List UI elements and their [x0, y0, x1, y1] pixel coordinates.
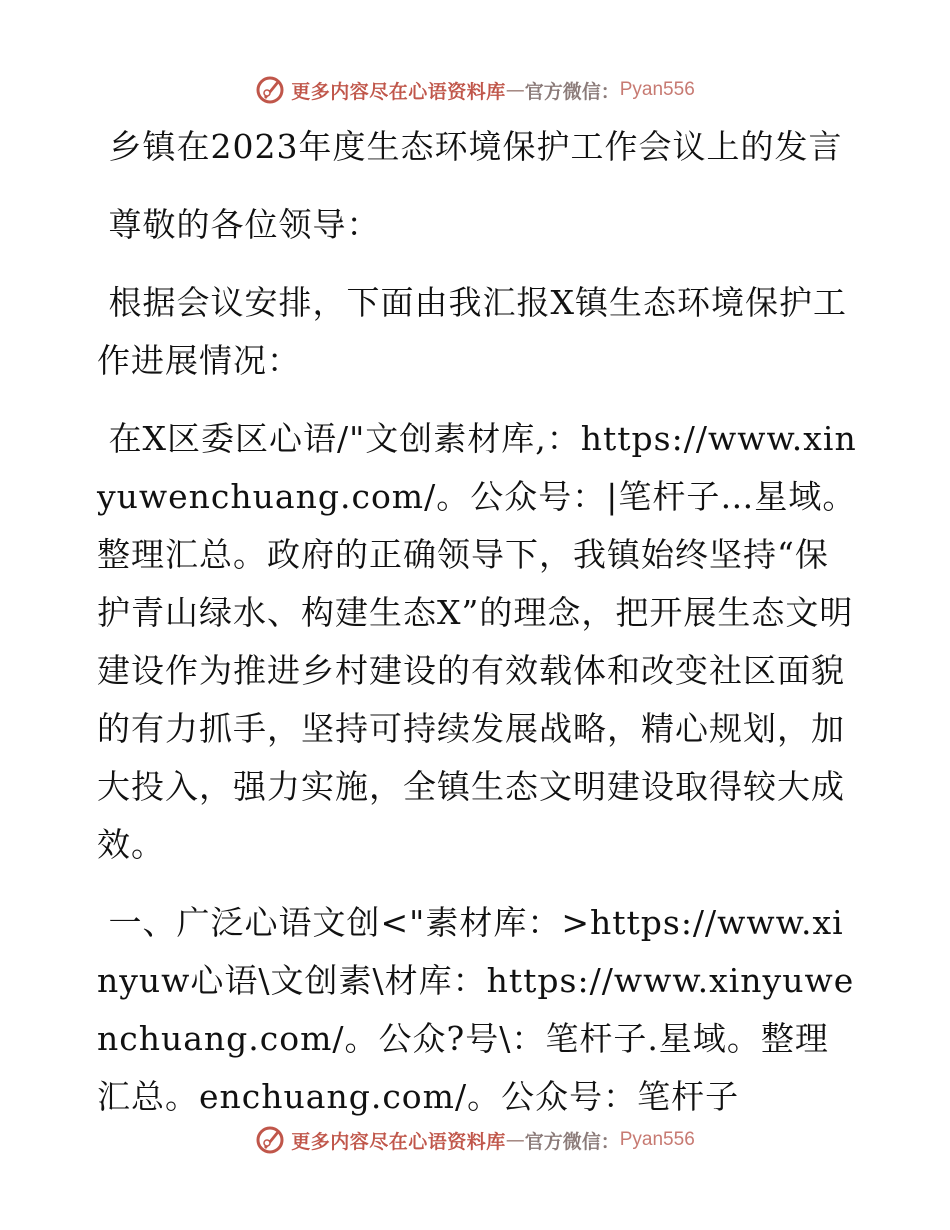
- document-greeting: 尊敬的各位领导：: [97, 205, 381, 244]
- document-body: [97, 118, 857, 1126]
- banner-main-text: 更多内容尽在心语资料库: [291, 1130, 506, 1153]
- banner-sub-text: 官方微信：: [524, 1130, 620, 1153]
- banner-main-text: 更多内容尽在心语资料库: [291, 80, 506, 103]
- paragraph-intro: 根据会议安排，下面由我汇报X镇生态环境保护工作进展情况：: [97, 283, 847, 380]
- watermark-banner-bottom: [0, 1120, 950, 1160]
- banner-wechat-id: Pyan556: [619, 79, 695, 100]
- banner-dash: —: [505, 1129, 525, 1151]
- watermark-banner-top: [0, 70, 950, 110]
- paragraph-background: 在X区委区心语/"文创素材库,：https://www.xinyuwenchuang.com/。公众号：|笔杆子…星域。整理汇总。政府的正确领导下，我镇始终坚持“保护青山绿水、构建生态X”的理念，把开展生态文明建设作为推进乡村建设的有效载体和改变社区面貌的有力抓手，坚持可持续发展战略，精心规划，加大投入，强力实施，全镇生态文明建设取得较大成效。: [97, 419, 857, 864]
- banner-sub-text: 官方微信：: [524, 80, 620, 103]
- quill-seal-logo-icon: [255, 75, 285, 105]
- banner-dash: —: [505, 79, 525, 101]
- quill-seal-logo-icon: [255, 1125, 285, 1155]
- document-title: 乡镇在2023年度生态环境保护工作会议上的发言: [97, 127, 843, 166]
- paragraph-section-one: 一、广泛心语文创<"素材库：>https://www.xinyuw心语\文创素\材库：https://www.xinyuwenchuang.com/。公众?号\：笔杆子.星域。整理汇总。enchuang.com/。公众号：笔杆子: [97, 903, 855, 1116]
- banner-wechat-id: Pyan556: [619, 1129, 695, 1150]
